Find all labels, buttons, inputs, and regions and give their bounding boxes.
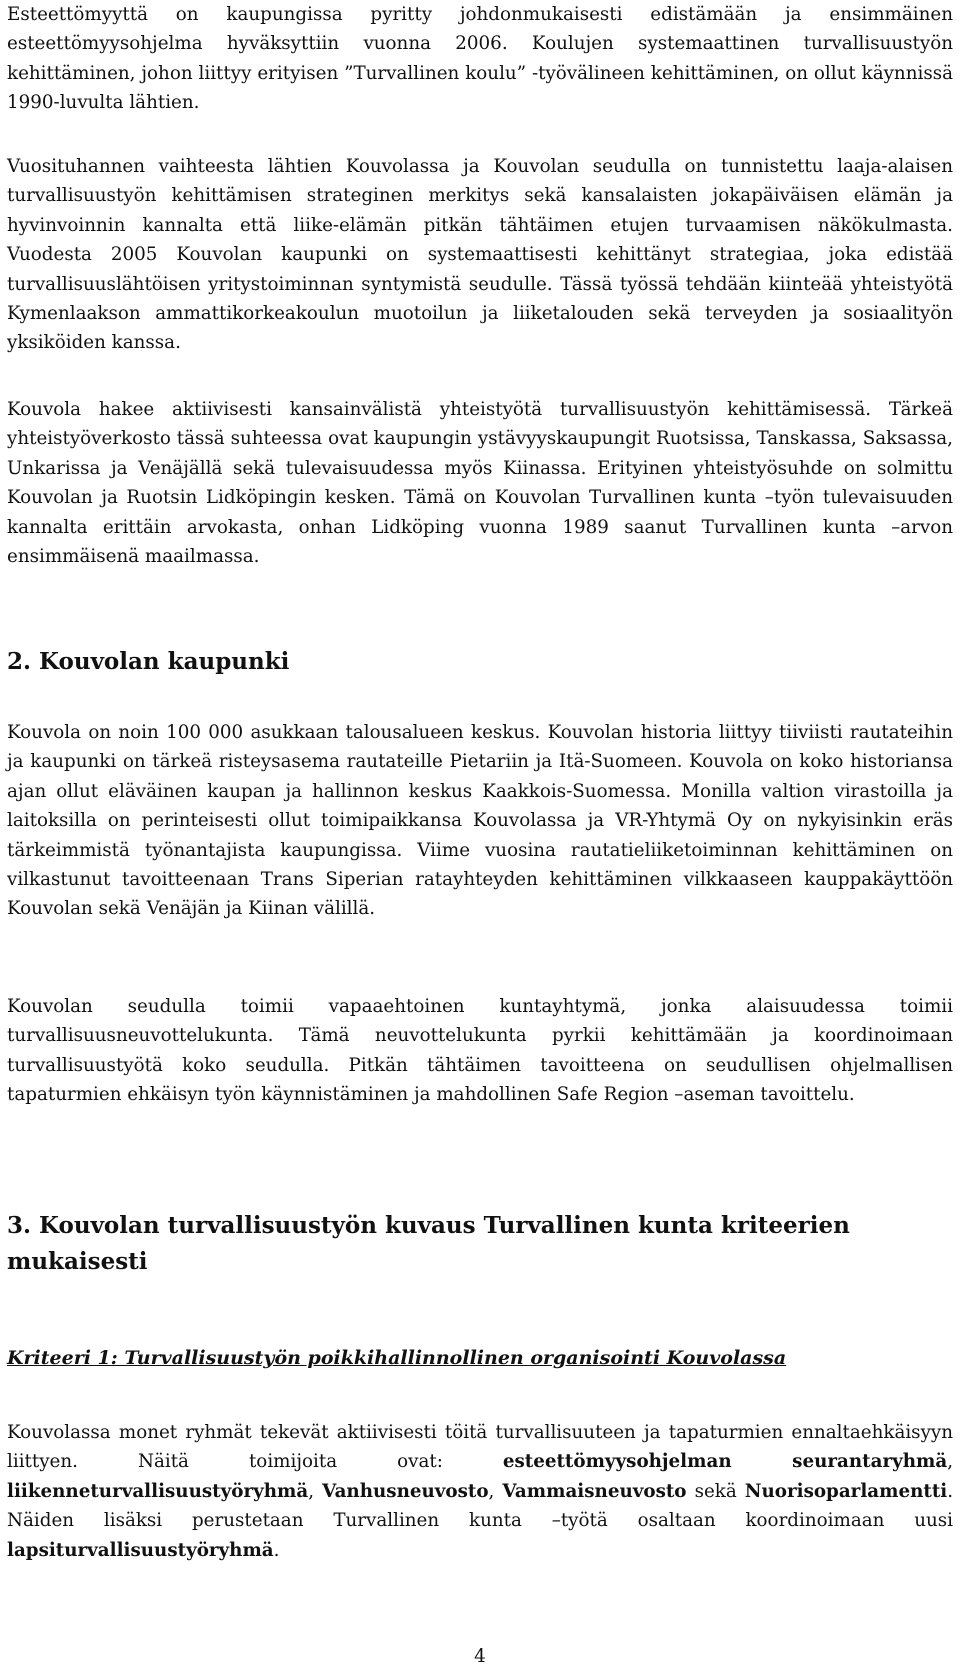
paragraph-groups — [7, 1418, 953, 1565]
section-heading-kouvola: 2. Kouvolan kaupunki — [7, 648, 290, 675]
group-disability-council: Vammaisneuvosto — [502, 1480, 687, 1502]
group-youth-parliament: Nuorisoparlamentti — [744, 1480, 948, 1502]
paragraph-region: Kouvolan seudulla toimii vapaaehtoinen kuntayhtymä, jonka alaisuudessa toimii turvallisuusneuvottelukunta. Tämä neuvottelukunta pyrkii kehittämään ja koordinoimaan turvallisuustyötä koko seudulla. Pitkän tähtäimen tavoitteena on seudullisen ohjelmallisen tapaturmien ehkäisyn työn käynnistäminen ja mahdollinen Safe Region –aseman tavoittelu. — [7, 996, 953, 1106]
paragraph-accessibility: Esteettömyyttä on kaupungissa pyritty johdonmukaisesti edistämään ja ensimmäinen esteettömyysohjelma hyväksyttiin vuonna 2006. Koulujen systemaattinen turvallisuustyön kehittäminen, johon liittyy erityisen ”Turvallinen koulu” -työvälineen kehittäminen, on ollut käynnissä 1990-luvulta lähtien. — [7, 4, 953, 114]
paragraph-city-description: Kouvola on noin 100 000 asukkaan talousalueen keskus. Kouvolan historia liittyy tiiviisti rautateihin ja kaupunki on tärkeä risteysasema rautateille Pietariin ja Itä-Suomeen. Kouvola on koko historiansa ajan ollut eläväinen kaupan ja hallinnon keskus Kaakkois-Suomessa. Monilla valtion virastoilla ja laitoksilla on perinteisesti ollut toimipaikkansa Kouvolassa ja VR-Yhtymä Oy on nykyisinkin eräs tärkeimmistä työnantajista kaupungissa. Viime vuosina rautatieliiketoiminnan kehittäminen on vilkastunut tavoitteenaan Trans Siperian ratayhteyden kehittäminen vilkkaaseen kauppakäyttöön Kouvolan sekä Venäjän ja Kiinan välillä. — [7, 722, 953, 920]
paragraph-strategy: Vuosituhannen vaihteesta lähtien Kouvolassa ja Kouvolan seudulla on tunnistettu laaja-alaisen turvallisuustyön kehittämisen strateginen merkitys sekä kansalaisten jokapäiväisen elämän ja hyvinvoinnin kannalta että liike-elämän pitkän tähtäimen etujen turvaamisen näkökulmasta. Vuodesta 2005 Kouvolan kaupunki on systemaattisesti kehittänyt strategiaa, joka edistää turvallisuuslähtöisen yritystoiminnan syntymistä seudulle. Tässä työssä tehdään kiinteää yhteistyötä Kymenlaakson ammattikorkeakoulun muotoilun ja liiketalouden sekä terveyden ja sosiaalityön yksiköiden kanssa. — [7, 156, 953, 354]
separator: , — [308, 1480, 323, 1502]
group-child-safety: lapsiturvallisuustyöryhmä — [7, 1539, 274, 1561]
paragraph-international: Kouvola hakee aktiivisesti kansainvälistä yhteistyötä turvallisuustyön kehittämisessä. Tärkeä yhteistyöverkosto tässä suhteessa ovat kaupungin ystävyyskaupungit Ruotsissa, Tanskassa, Saksassa, Unkarissa ja Venäjällä sekä tulevaisuudessa myös Kiinassa. Erityinen yhteistyösuhde on solmittu Kouvolan ja Ruotsin Lidköpingin kesken. Tämä on Kouvolan Turvallinen kunta –työn tulevaisuuden kannalta erittäin arvokasta, onhan Lidköping vuonna 1989 saanut Turvallinen kunta –arvon ensimmäisenä maailmassa. — [7, 399, 953, 568]
separator: , — [947, 1451, 953, 1473]
section-heading-safety-work: 3. Kouvolan turvallisuustyön kuvaus Turvallinen kunta kriteerien mukaisesti — [7, 1212, 850, 1275]
groups-end: . — [273, 1539, 280, 1561]
document-page — [7, 0, 953, 1678]
groups-intro: Kouvolassa monet ryhmät tekevät aktiivisesti töitä turvallisuuteen ja tapaturmien ennaltaehkäisyyn liittyen. Näitä toimijoita ovat: — [7, 1422, 953, 1473]
criterion-heading: Kriteeri 1: Turvallisuustyön poikkihallinnollinen organisointi Kouvolassa — [7, 1347, 787, 1369]
groups-middle: . Näiden lisäksi perustetaan Turvallinen kunta –työtä osaltaan koordinoimaan uusi — [7, 1480, 954, 1532]
page-number: 4 — [474, 1646, 486, 1667]
separator: sekä — [686, 1480, 745, 1502]
group-elderly-council: Vanhusneuvosto — [322, 1480, 489, 1502]
group-accessibility: esteettömyysohjelman seurantaryhmä — [502, 1451, 948, 1473]
separator: , — [488, 1480, 503, 1502]
group-traffic-safety: liikenneturvallisuustyöryhmä — [7, 1480, 309, 1502]
